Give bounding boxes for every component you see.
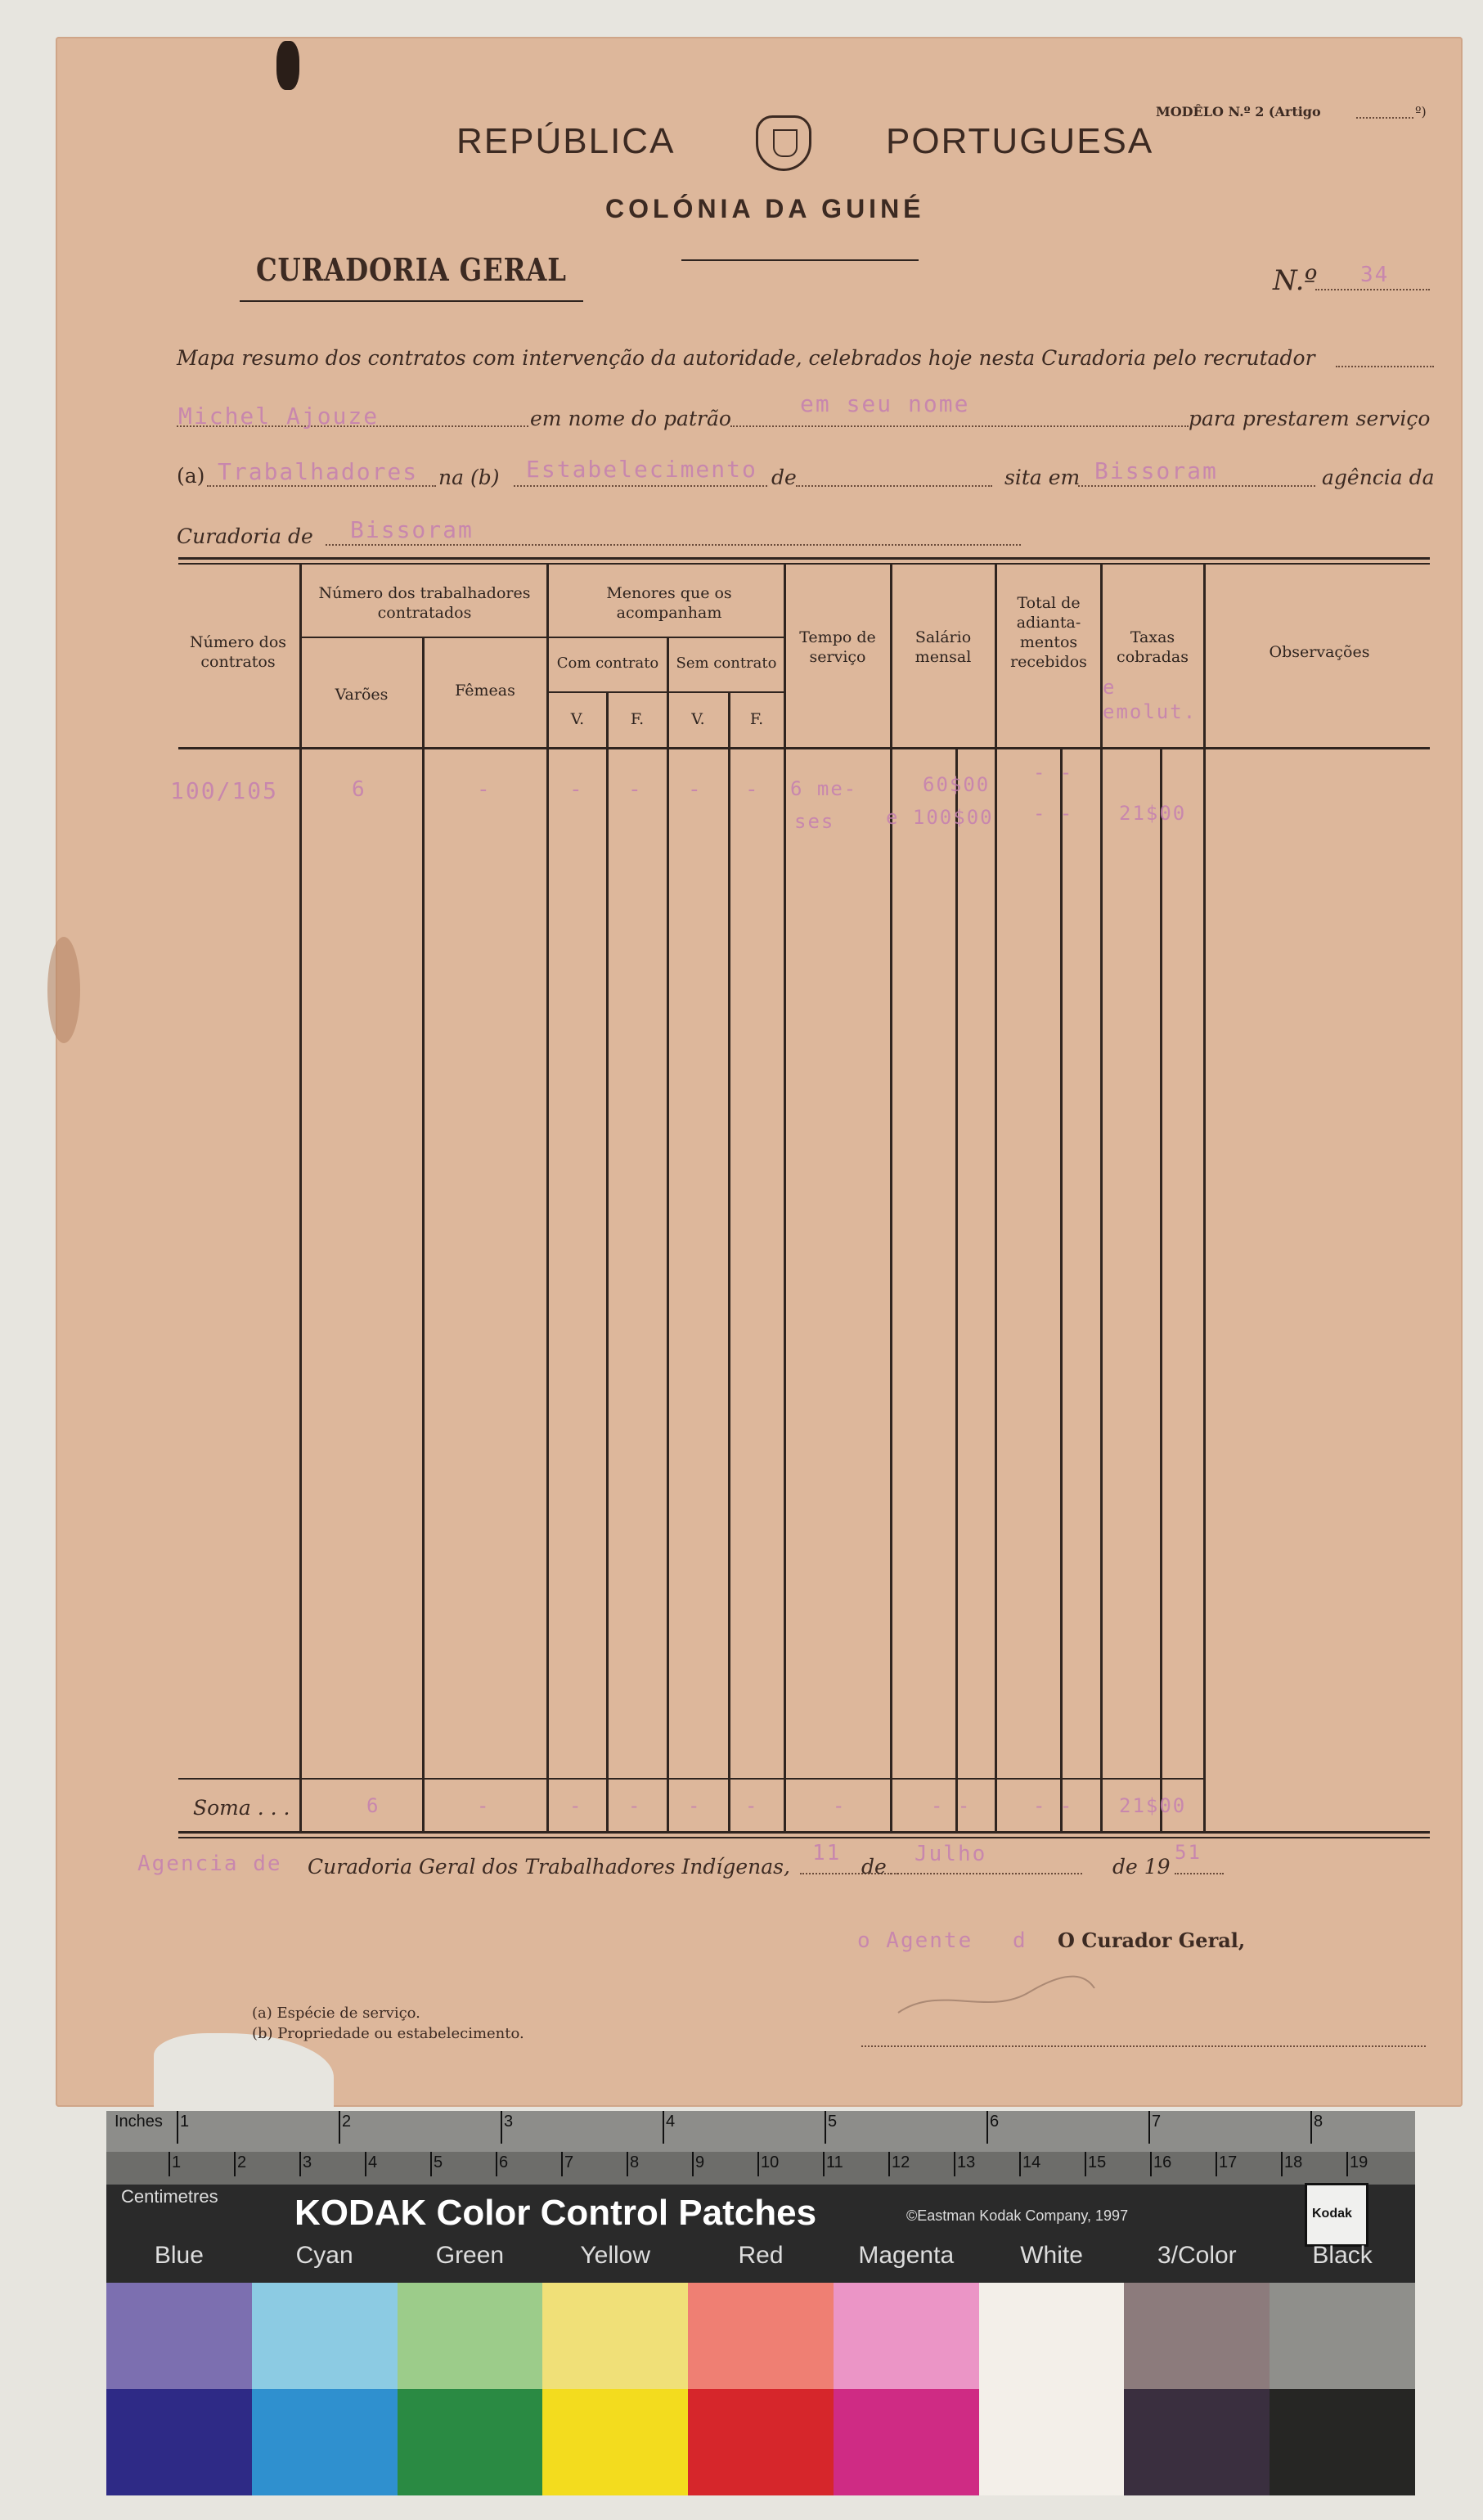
soma-sem-f: - — [745, 1794, 759, 1817]
taxas-stamp: e emolut. — [1103, 676, 1198, 723]
color-patch-red-dark — [688, 2389, 834, 2495]
color-patch-yellow-light — [542, 2283, 688, 2389]
col-header-sf: F. — [749, 710, 764, 728]
inch-tick — [501, 2111, 502, 2144]
service-type: Trabalhadores — [218, 458, 419, 485]
stain-mark — [47, 937, 80, 1043]
inch-mark: 6 — [990, 2113, 1000, 2131]
cm-mark: 5 — [434, 2153, 443, 2171]
section-title: CURADORIA GERAL — [256, 251, 567, 288]
inch-tick — [339, 2111, 340, 2144]
col-header-numero: Número dos contratos — [189, 633, 287, 671]
establishment-value: Estabelecimento — [526, 456, 757, 483]
col-header-femeas: Fêmeas — [455, 682, 515, 700]
cell-com-f: - — [628, 777, 643, 802]
cell-tempo-1: 6 me- — [790, 777, 858, 800]
section-underline — [240, 300, 583, 302]
soma-com-f: - — [628, 1794, 642, 1817]
number-label: N.º — [1273, 264, 1318, 297]
patch-label-yellow: Yellow — [580, 2242, 651, 2269]
cm-mark: 3 — [303, 2153, 312, 2171]
footnote-a: (a) Espécie de serviço. — [252, 2005, 420, 2022]
patch-label-cyan: Cyan — [295, 2242, 353, 2269]
col-header-salario: Salário mensal — [915, 628, 972, 666]
cm-mark: 13 — [957, 2153, 976, 2171]
agencia-stamp: Agencia de — [137, 1852, 282, 1876]
soma-femeas: - — [477, 1794, 491, 1817]
col-header-sv: V. — [691, 710, 705, 728]
inch-tick — [825, 2111, 826, 2144]
number-value: 34 — [1360, 263, 1390, 287]
centimetres-label: Centimetres — [121, 2186, 218, 2207]
cm-tick — [234, 2152, 236, 2176]
de-label: de — [771, 466, 797, 489]
em-nome-label: em nome do patrão — [530, 407, 731, 430]
inch-ruler — [106, 2111, 1415, 2152]
soma-com-v: - — [569, 1794, 583, 1817]
cm-tick — [561, 2152, 563, 2176]
cm-mark: 10 — [761, 2153, 780, 2171]
cm-tick — [888, 2152, 890, 2176]
cell-com-v: - — [569, 777, 584, 802]
col-header-cf: F. — [630, 710, 645, 728]
location-value: Bissoram — [1094, 457, 1218, 484]
kodak-title: KODAK Color Control Patches — [294, 2193, 817, 2233]
col-header-observacoes: Observações — [1269, 643, 1370, 661]
color-patch-cyan-light — [252, 2283, 398, 2389]
cell-sem-v: - — [688, 777, 703, 802]
col-header-tempo: Tempo de serviço — [799, 628, 876, 666]
color-patch-cyan-dark — [252, 2389, 398, 2495]
footnote-b: (b) Propriedade ou estabelecimento. — [252, 2025, 524, 2042]
col-header-total: Total de adianta- mentos recebidos — [1010, 594, 1087, 671]
patch-label-blue: Blue — [154, 2242, 204, 2269]
patch-label-red: Red — [738, 2242, 784, 2269]
cell-salario-2: e 100$00 — [886, 806, 994, 829]
color-patch-white-dark — [979, 2389, 1125, 2495]
inch-mark: 2 — [342, 2113, 352, 2131]
color-patch-magenta-light — [834, 2283, 979, 2389]
sita-em-label: sita em — [1004, 466, 1081, 489]
soma-salario: - - — [931, 1794, 972, 1817]
cm-mark: 4 — [368, 2153, 378, 2171]
cm-tick — [299, 2152, 301, 2176]
cm-mark: 16 — [1153, 2153, 1172, 2171]
inch-tick — [177, 2111, 178, 2144]
color-patch-red-light — [688, 2283, 834, 2389]
colony-title: COLÓNIA DA GUINÉ — [605, 194, 925, 223]
ink-blot — [276, 41, 299, 90]
torn-edge — [154, 2033, 334, 2107]
col-header-com-contrato: Com contrato — [556, 655, 659, 672]
recruiter-name: Michel Ajouze — [178, 403, 380, 430]
soma-sem-v: - — [688, 1794, 702, 1817]
footer-day: 11 — [812, 1841, 842, 1865]
header-republica: REPÚBLICA — [456, 121, 676, 161]
color-patch-yellow-dark — [542, 2389, 688, 2495]
cm-mark: 2 — [237, 2153, 247, 2171]
intro-line: Mapa resumo dos contratos com intervenção da autoridade, celebrados hoje nesta Curadoria pelo recrutador — [177, 346, 1315, 370]
cm-tick — [1346, 2152, 1348, 2176]
col-header-cv: V. — [570, 710, 585, 728]
soma-tempo: - — [833, 1794, 847, 1817]
patrao-value: em seu nome — [800, 390, 970, 417]
a-label: (a) — [177, 464, 205, 488]
cell-femeas: - — [477, 777, 492, 802]
cell-sem-f: - — [745, 777, 760, 802]
cm-mark: 14 — [1022, 2153, 1041, 2171]
na-b-label: na (b) — [438, 466, 500, 489]
cm-tick — [954, 2152, 955, 2176]
header-divider — [681, 259, 919, 261]
document-sheet — [56, 37, 1463, 2107]
color-patch-black-dark — [1270, 2389, 1415, 2495]
agente-d-stamp: d — [1013, 1928, 1027, 1953]
cm-mark: 9 — [695, 2153, 705, 2171]
patch-label-green: Green — [435, 2242, 505, 2269]
cell-total-1: - - — [1033, 761, 1074, 784]
cm-mark: 12 — [892, 2153, 910, 2171]
cm-tick — [496, 2152, 497, 2176]
cell-numero: 100/105 — [170, 777, 279, 804]
kodak-copyright: ©Eastman Kodak Company, 1997 — [906, 2207, 1129, 2224]
color-patch-green-dark — [398, 2389, 543, 2495]
color-patch-black-light — [1270, 2283, 1415, 2389]
cell-varoes: 6 — [352, 777, 366, 802]
model-label: MODÊLO N.º 2 (Artigo — [1156, 104, 1321, 119]
inch-tick — [1310, 2111, 1312, 2144]
color-patch-magenta-dark — [834, 2389, 979, 2495]
para-prestarem-label: para prestarem serviço — [1189, 407, 1431, 430]
color-patch-blue-dark — [106, 2389, 252, 2495]
cm-tick — [692, 2152, 694, 2176]
footer-year: 51 — [1175, 1841, 1202, 1864]
color-patch-3color-light — [1124, 2283, 1270, 2389]
inch-mark: 3 — [504, 2113, 514, 2131]
patch-label-white: White — [1020, 2242, 1083, 2269]
cell-total-2: - - — [1033, 802, 1074, 825]
cm-tick — [1085, 2152, 1086, 2176]
col-header-taxas: Taxas cobradas — [1117, 628, 1189, 666]
kodak-logo: Kodak — [1305, 2183, 1368, 2247]
cm-mark: 1 — [172, 2153, 182, 2171]
inch-tick — [1148, 2111, 1150, 2144]
cell-salario-1: 60$00 — [923, 773, 991, 796]
col-header-trabalhadores: Número dos trabalhadores contratados — [318, 584, 531, 622]
footer-curadoria-line: Curadoria Geral dos Trabalhadores Indígenas, — [308, 1855, 790, 1879]
color-patch-green-light — [398, 2283, 543, 2389]
inch-tick — [986, 2111, 988, 2144]
inch-tick — [663, 2111, 664, 2144]
curadoria-de-label: Curadoria de — [177, 524, 313, 548]
cm-tick — [365, 2152, 366, 2176]
col-header-varoes: Varões — [335, 686, 389, 704]
soma-taxas: 21$00 — [1119, 1794, 1187, 1817]
cell-taxas: 21$00 — [1119, 802, 1187, 825]
cm-tick — [1281, 2152, 1283, 2176]
cm-tick — [1019, 2152, 1021, 2176]
inch-mark: 8 — [1314, 2113, 1323, 2131]
cm-mark: 6 — [499, 2153, 509, 2171]
footer-de-1: de — [861, 1855, 887, 1879]
cm-tick — [1216, 2152, 1217, 2176]
agente-stamp: o Agente — [857, 1928, 973, 1953]
col-header-menores: Menores que os acompanham — [606, 584, 732, 622]
inches-label: Inches — [115, 2113, 163, 2131]
cm-mark: 19 — [1350, 2153, 1368, 2171]
color-patch-white-light — [979, 2283, 1125, 2389]
cm-tick — [169, 2152, 170, 2176]
kodak-color-control-strip — [106, 2111, 1415, 2495]
cm-tick — [757, 2152, 759, 2176]
cm-tick — [627, 2152, 628, 2176]
coat-of-arms-emblem — [756, 115, 811, 171]
soma-total: - - — [1033, 1794, 1074, 1817]
cm-mark: 18 — [1284, 2153, 1303, 2171]
cell-tempo-2: ses — [794, 810, 835, 833]
footer-month: Julho — [915, 1842, 987, 1866]
curador-geral-signature-label: O Curador Geral, — [1058, 1928, 1246, 1952]
color-patch-3color-dark — [1124, 2389, 1270, 2495]
patch-label-magenta: Magenta — [858, 2242, 955, 2269]
cm-mark: 15 — [1088, 2153, 1107, 2171]
handwritten-signature — [890, 1968, 1103, 2025]
curadoria-location: Bissoram — [350, 516, 474, 543]
inch-mark: 7 — [1152, 2113, 1162, 2131]
header-portuguesa: PORTUGUESA — [886, 121, 1154, 161]
color-patch-blue-light — [106, 2283, 252, 2389]
cm-tick — [1150, 2152, 1152, 2176]
cm-mark: 11 — [826, 2153, 843, 2171]
inch-mark: 4 — [666, 2113, 676, 2131]
model-label-end: º) — [1415, 104, 1427, 119]
cm-mark: 7 — [564, 2153, 574, 2171]
soma-label: Soma . . . — [193, 1796, 290, 1820]
agencia-label: agência da — [1322, 466, 1435, 489]
cm-tick — [430, 2152, 432, 2176]
soma-varoes: 6 — [366, 1794, 380, 1817]
cm-mark: 17 — [1219, 2153, 1238, 2171]
col-header-sem-contrato: Sem contrato — [676, 655, 777, 672]
inch-mark: 5 — [828, 2113, 838, 2131]
footer-de-19: de 19 — [1112, 1855, 1171, 1879]
patch-label-black: Black — [1312, 2242, 1373, 2269]
cm-tick — [823, 2152, 825, 2176]
cm-mark: 8 — [630, 2153, 640, 2171]
patch-label-3color: 3/Color — [1157, 2242, 1237, 2269]
inch-mark: 1 — [180, 2113, 190, 2131]
